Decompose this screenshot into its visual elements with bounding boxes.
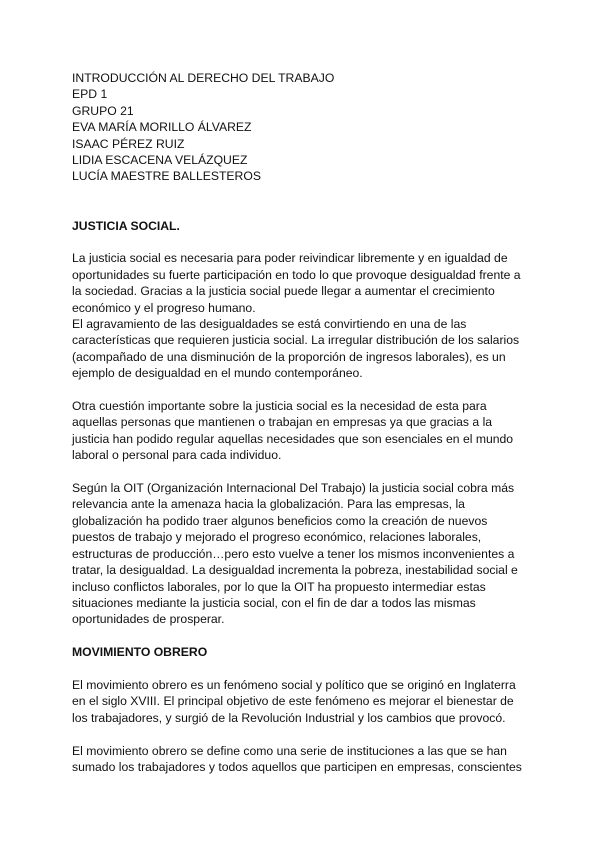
text-line: económico y el progreso humano. bbox=[72, 300, 256, 315]
text-line: oportunidades de prosperar. bbox=[72, 612, 225, 627]
text-line: tratar, la desigualdad. La desigualdad incrementa la pobreza, inestabilidad social e bbox=[72, 563, 518, 578]
text-line: relevancia ante la amenaza hacia la globalización. Para las empresas, la bbox=[72, 497, 465, 512]
paragraph bbox=[72, 250, 534, 381]
text-line: El agravamiento de las desigualdades se está convirtiendo en una de las bbox=[72, 317, 467, 332]
author-name: ISAAC PÉREZ RUIZ bbox=[72, 136, 185, 151]
text-line: oportunidades su fuerte participación en todo lo que provoque desigualdad frente a bbox=[72, 267, 521, 282]
text-line: laboral o personal para cada individuo. bbox=[72, 448, 282, 463]
section-heading-justicia-social: JUSTICIA SOCIAL. bbox=[72, 218, 180, 233]
text-line: la sociedad. Gracias a la justicia social puede llegar a aumentar el crecimiento bbox=[72, 284, 495, 299]
text-line: puestos de trabajo y mejorado el progreso económico, relaciones laborales, bbox=[72, 530, 482, 545]
group-label: GRUPO 21 bbox=[72, 103, 134, 118]
document-page bbox=[72, 70, 534, 775]
text-line: sumado los trabajadores y todos aquellos que participen en empresas, conscientes bbox=[72, 759, 522, 774]
text-line: Según la OIT (Organización Internacional Del Trabajo) la justicia social cobra más bbox=[72, 481, 515, 496]
text-line: justicia han podido regular aquellas necesidades que son esenciales en el mundo bbox=[72, 431, 514, 446]
text-line: en el siglo XVIII. El principal objetivo de este fenómeno es mejorar el bienestar de bbox=[72, 694, 514, 709]
epd-label: EPD 1 bbox=[72, 87, 108, 102]
text-line: (acompañado de una disminución de la proporción de ingresos laborales), es un bbox=[72, 349, 506, 364]
text-line: situaciones mediante la justicia social, con el fin de dar a todos las mismas bbox=[72, 595, 476, 610]
text-line: El movimiento obrero es un fenómeno social y político que se originó en Inglaterra bbox=[72, 677, 516, 692]
text-line: los trabajadores, y surgió de la Revolución Industrial y los cambios que provocó. bbox=[72, 710, 506, 725]
author-name: LIDIA ESCACENA VELÁZQUEZ bbox=[72, 153, 248, 168]
author-name: EVA MARÍA MORILLO ÁLVAREZ bbox=[72, 120, 252, 135]
text-line: características que requieren justicia social. La irregular distribución de los salarios bbox=[72, 333, 520, 348]
text-line: aquellas personas que mantienen o trabajan en empresas ya que gracias a la bbox=[72, 415, 493, 430]
text-line: estructuras de producción…pero esto vuelve a tener los mismos inconvenientes a bbox=[72, 546, 515, 561]
paragraph bbox=[72, 480, 534, 628]
paragraph bbox=[72, 398, 534, 464]
course-title: INTRODUCCIÓN AL DERECHO DEL TRABAJO bbox=[72, 71, 335, 85]
paragraph bbox=[72, 677, 534, 726]
text-line: ejemplo de desigualdad en el mundo contemporáneo. bbox=[72, 366, 363, 381]
text-line: El movimiento obrero se define como una serie de instituciones a las que se han bbox=[72, 743, 507, 758]
text-line: incluso conflictos laborales, por lo que la OIT ha propuesto intermediar estas bbox=[72, 579, 486, 594]
text-line: Otra cuestión importante sobre la justicia social es la necesidad de esta para bbox=[72, 399, 487, 414]
section-heading-movimiento-obrero: MOVIMIENTO OBRERO bbox=[72, 645, 208, 660]
document-header bbox=[72, 70, 534, 185]
paragraph bbox=[72, 743, 534, 776]
text-line: La justicia social es necesaria para poder reivindicar libremente y en igualdad de bbox=[72, 251, 508, 266]
text-line: globalización ha podido traer algunos beneficios como la creación de nuevos bbox=[72, 513, 488, 528]
author-name: LUCÍA MAESTRE BALLESTEROS bbox=[72, 169, 261, 184]
